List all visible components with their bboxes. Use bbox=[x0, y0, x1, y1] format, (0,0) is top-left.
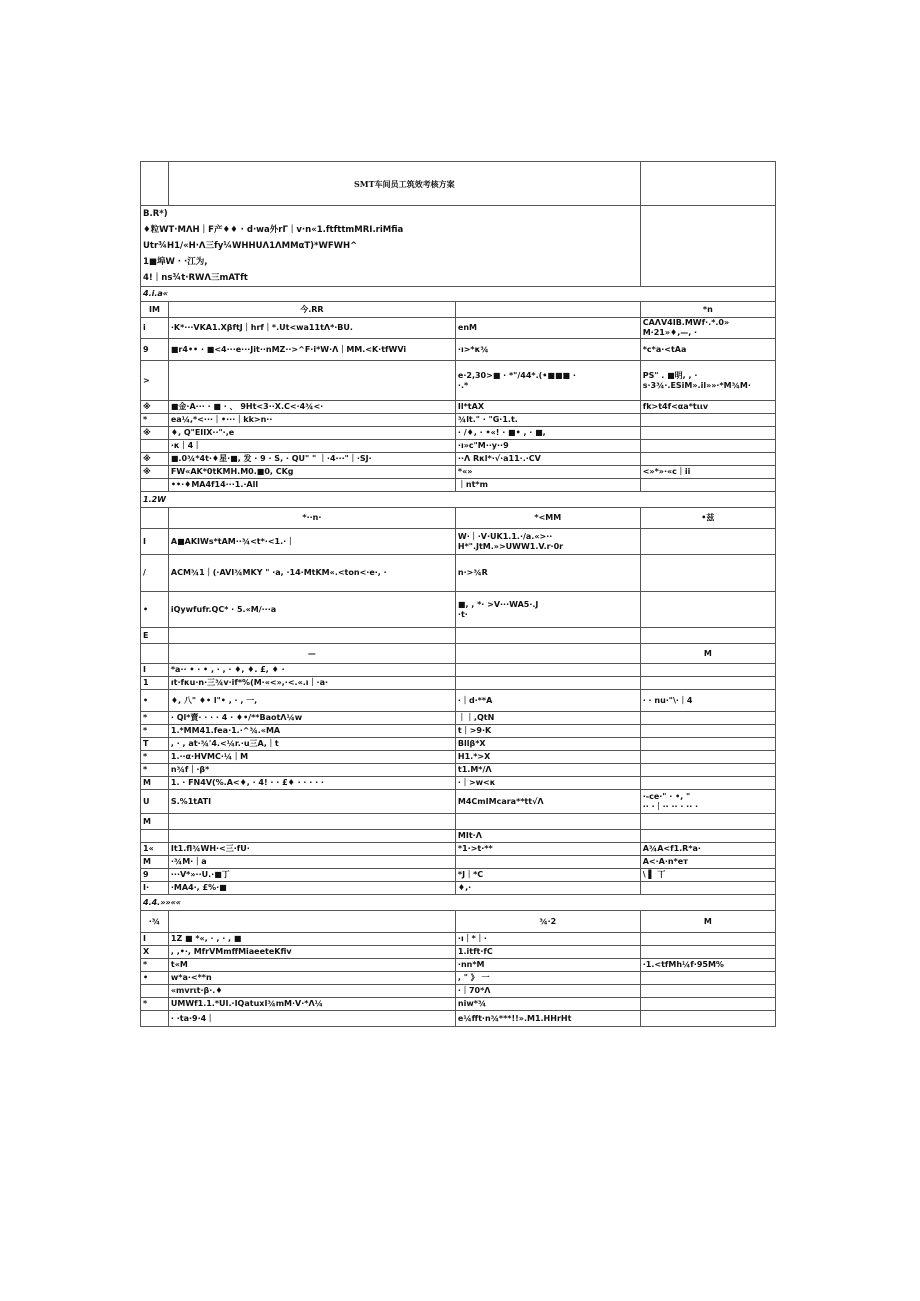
table-cell: ♦, 八" ♦• l"• , · , 一, bbox=[168, 690, 455, 712]
table-cell: Bllβ*X bbox=[455, 738, 640, 751]
table-cell bbox=[640, 1011, 775, 1027]
table-cell: • bbox=[141, 592, 169, 628]
table-cell: ·nn*M bbox=[455, 959, 640, 972]
table-cell: t«M bbox=[168, 959, 455, 972]
table-cell: M bbox=[141, 814, 169, 830]
table-cell: ■, , *· >V···WA5·.J ·t· bbox=[455, 592, 640, 628]
table-cell bbox=[640, 664, 775, 677]
table-cell bbox=[640, 933, 775, 946]
table-cell: ·¾M·｜a bbox=[168, 856, 455, 869]
table-cell: ···V*»··U.·■丁 bbox=[168, 869, 455, 882]
table-cell bbox=[640, 998, 775, 1011]
header-cell: M bbox=[640, 644, 775, 664]
table-cell bbox=[640, 725, 775, 738]
table-row bbox=[141, 751, 776, 764]
table-row bbox=[141, 998, 776, 1011]
table-cell: enM bbox=[455, 318, 640, 339]
table-cell bbox=[640, 414, 775, 427]
table-cell: PS" . ■明, , · s·3¾·.ESiM».il»»·*M¾M· bbox=[640, 361, 775, 401]
table-cell: ※ bbox=[141, 427, 169, 440]
table-cell: ·K*···VKA1.XβftJ｜hrf｜*.Ut<wa11tΛ*·BU. bbox=[168, 318, 455, 339]
table-row bbox=[141, 555, 776, 592]
evaluation-table bbox=[140, 161, 776, 1027]
table-row bbox=[141, 790, 776, 814]
header-cell: ¾·2 bbox=[455, 911, 640, 933]
table-cell bbox=[141, 985, 169, 998]
table-cell: iQywfufr.QC* · 5.«M/···a bbox=[168, 592, 455, 628]
table-cell: Il*tAX bbox=[455, 401, 640, 414]
table-row bbox=[141, 985, 776, 998]
table-cell: ※ bbox=[141, 453, 169, 466]
table-cell: 1.··α·HVMC·¼｜M bbox=[168, 751, 455, 764]
table-cell: n¾f｜·β* bbox=[168, 764, 455, 777]
table-cell: CAΛV4IB.MWf·.*.0» M·21»♦,—, · bbox=[640, 318, 775, 339]
table-row bbox=[141, 777, 776, 790]
header-cell: *n bbox=[640, 302, 775, 318]
table-cell: 9 bbox=[141, 869, 169, 882]
table-cell: * bbox=[141, 764, 169, 777]
table-row bbox=[141, 843, 776, 856]
table-cell: M bbox=[141, 777, 169, 790]
table-cell: e·2,30>■ · *"/44*.(•■■■ · ·.* bbox=[455, 361, 640, 401]
table-cell: X bbox=[141, 946, 169, 959]
table-cell: ♦,· bbox=[455, 882, 640, 895]
table-cell: ACM¾1｜(·AVI¾MKY " ·a, ·14·MtKM«.<ton<·e·, · bbox=[168, 555, 455, 592]
table-cell bbox=[455, 628, 640, 644]
table-cell bbox=[640, 529, 775, 555]
table-cell: * bbox=[141, 959, 169, 972]
table-cell: A■AKIWs*tAM··¾<t*·<1.·｜ bbox=[168, 529, 455, 555]
table-cell: ·ı>*κ¾ bbox=[455, 339, 640, 361]
header-cell: *<MM bbox=[455, 508, 640, 529]
table-cell: 1 bbox=[141, 677, 169, 690]
table-cell: * bbox=[141, 751, 169, 764]
table-cell: 1« bbox=[141, 843, 169, 856]
table-cell: • bbox=[141, 972, 169, 985]
table-cell: 1. · FN4V(%.A<♦, · 4! · · £♦ · · · · · bbox=[168, 777, 455, 790]
intro-text bbox=[141, 206, 641, 287]
table-cell: / bbox=[141, 555, 169, 592]
table-cell bbox=[640, 427, 775, 440]
table-cell: MIt·Λ bbox=[455, 830, 640, 843]
table-header-row bbox=[141, 302, 776, 318]
table-cell bbox=[640, 985, 775, 998]
table-cell: H1.*>X bbox=[455, 751, 640, 764]
table-cell bbox=[168, 814, 455, 830]
table-row bbox=[141, 440, 776, 453]
table-cell: W·｜·V·UK1.1.·/a.«>·· H*".JtM.»>UWW1.V.r·0r bbox=[455, 529, 640, 555]
header-cell bbox=[141, 508, 169, 529]
table-cell: t1.M*/Λ bbox=[455, 764, 640, 777]
table-cell: · /♦, · •«! · ■• , · ■, bbox=[455, 427, 640, 440]
table-cell: A¾A<f1.R*a· bbox=[640, 843, 775, 856]
table-header-row bbox=[141, 508, 776, 529]
table-cell bbox=[640, 882, 775, 895]
table-cell bbox=[640, 830, 775, 843]
table-row bbox=[141, 592, 776, 628]
header-cell: •兹 bbox=[640, 508, 775, 529]
table-cell: It1.fl¾WH·<三·fU· bbox=[168, 843, 455, 856]
intro-line: 4!｜ns¾t·RWΛ三mATft bbox=[143, 273, 248, 283]
table-row bbox=[141, 814, 776, 830]
table-cell: ••·♦MA4f14···1.·All bbox=[168, 479, 455, 492]
table-cell bbox=[168, 628, 455, 644]
table-cell: 1.itft·fC bbox=[455, 946, 640, 959]
table-row bbox=[141, 690, 776, 712]
header-cell bbox=[455, 644, 640, 664]
section-heading-row bbox=[141, 287, 776, 302]
table-cell: n·>¾R bbox=[455, 555, 640, 592]
section-heading: 4.4.»»«« bbox=[141, 895, 776, 911]
table-cell: 1.*MM41.fea·1.·^¾.«MA bbox=[168, 725, 455, 738]
table-cell: , · , at·¾'4.<¼r.·u三A,｜t bbox=[168, 738, 455, 751]
table-cell: \ ▌ 丅 bbox=[640, 869, 775, 882]
header-cell: ·¾ bbox=[141, 911, 169, 933]
table-row bbox=[141, 725, 776, 738]
intro-line: Utr¾H1/«H·Λ三fy¼WHHUΛ1ΛMMαT)*WFWH^ bbox=[143, 241, 358, 251]
table-cell: ·-ce·" · •, " ·· ·｜·· ·· · ·· · bbox=[640, 790, 775, 814]
table-cell: • bbox=[141, 690, 169, 712]
table-cell: ·｜>w<κ bbox=[455, 777, 640, 790]
intro-right-cell bbox=[640, 206, 775, 287]
table-cell bbox=[640, 592, 775, 628]
table-row bbox=[141, 339, 776, 361]
table-cell: «mvrιt·β·.♦ bbox=[168, 985, 455, 998]
page-title: SMT车间员工筑效考核方案 bbox=[168, 162, 640, 206]
table-row bbox=[141, 959, 776, 972]
table-row bbox=[141, 529, 776, 555]
table-cell bbox=[141, 1011, 169, 1027]
table-row bbox=[141, 869, 776, 882]
table-cell: *«» bbox=[455, 466, 640, 479]
title-row bbox=[141, 162, 776, 206]
table-row bbox=[141, 318, 776, 339]
header-cell: *··n· bbox=[168, 508, 455, 529]
table-cell: fk>t4f<αa*tιιv bbox=[640, 401, 775, 414]
table-cell: E bbox=[141, 628, 169, 644]
table-cell: niw*¾ bbox=[455, 998, 640, 1011]
table-cell: ·ı»c"M··y··9 bbox=[455, 440, 640, 453]
table-cell: ｜nt*m bbox=[455, 479, 640, 492]
table-cell: *J｜*C bbox=[455, 869, 640, 882]
table-cell bbox=[141, 830, 169, 843]
table-cell: ■金·A··· · ■ · 、 9Ht<3··X.C<·4¾<· bbox=[168, 401, 455, 414]
table-row bbox=[141, 830, 776, 843]
section-heading: 4.i.a« bbox=[141, 287, 776, 302]
table-row bbox=[141, 677, 776, 690]
table-row bbox=[141, 882, 776, 895]
table-cell: I· bbox=[141, 882, 169, 895]
table-cell: ♦, Q"EIIX··"·,e bbox=[168, 427, 455, 440]
header-cell: — bbox=[168, 644, 455, 664]
table-cell: ·｜70*Λ bbox=[455, 985, 640, 998]
section-heading-row bbox=[141, 492, 776, 508]
table-cell bbox=[640, 712, 775, 725]
table-cell bbox=[640, 814, 775, 830]
table-cell: ｜｜,QtN bbox=[455, 712, 640, 725]
header-cell bbox=[455, 302, 640, 318]
table-cell: *a·· • · • , · , · ♦, ♦. £, ♦ · bbox=[168, 664, 455, 677]
table-row bbox=[141, 856, 776, 869]
table-cell bbox=[640, 479, 775, 492]
table-cell: I bbox=[141, 529, 169, 555]
table-cell: <»*»·«c｜ii bbox=[640, 466, 775, 479]
section-heading-row bbox=[141, 895, 776, 911]
table-row bbox=[141, 972, 776, 985]
table-cell: UMWf1.1.*UI.·IQatuxI¾mM·V·*Λ¼ bbox=[168, 998, 455, 1011]
table-cell bbox=[455, 814, 640, 830]
table-cell: 1Z ■ *«, · , · , ■ bbox=[168, 933, 455, 946]
table-cell: I bbox=[141, 664, 169, 677]
table-cell bbox=[168, 830, 455, 843]
table-cell: e¼fft·n¾***!!».M1.HHrHt bbox=[455, 1011, 640, 1027]
table-cell: · Ql*賣· · · · 4 · ♦•/**BaotΛ¼w bbox=[168, 712, 455, 725]
table-row bbox=[141, 933, 776, 946]
table-row bbox=[141, 479, 776, 492]
intro-line: ♦粒WT·MΛH｜F产♦♦ · d·wa外rГ｜v·n«1.ftfttmMRI.riMfia bbox=[143, 225, 404, 235]
table-cell bbox=[640, 628, 775, 644]
table-cell bbox=[141, 440, 169, 453]
header-cell: IM bbox=[141, 302, 169, 318]
table-cell: ·ı｜*｜· bbox=[455, 933, 640, 946]
table-cell bbox=[455, 856, 640, 869]
table-row bbox=[141, 712, 776, 725]
document bbox=[140, 161, 776, 1027]
section-heading: 1.2W bbox=[141, 492, 776, 508]
table-cell: *1·>t·** bbox=[455, 843, 640, 856]
table-cell bbox=[640, 453, 775, 466]
table-cell bbox=[640, 751, 775, 764]
table-row bbox=[141, 1011, 776, 1027]
table-cell bbox=[640, 555, 775, 592]
table-row bbox=[141, 401, 776, 414]
table-row bbox=[141, 664, 776, 677]
title-left-cell bbox=[141, 162, 169, 206]
table-row bbox=[141, 764, 776, 777]
table-cell bbox=[640, 440, 775, 453]
table-row bbox=[141, 427, 776, 440]
table-cell: ·｜d·**A bbox=[455, 690, 640, 712]
table-cell: *c*a·<tAa bbox=[640, 339, 775, 361]
table-cell: ·1.<tfMh¼f·95M% bbox=[640, 959, 775, 972]
intro-line: 1■埠W · ·江为, bbox=[143, 257, 208, 267]
table-cell: i bbox=[141, 318, 169, 339]
table-cell bbox=[168, 361, 455, 401]
header-cell: 今.RR bbox=[168, 302, 455, 318]
table-cell: · · nu·"\·｜4 bbox=[640, 690, 775, 712]
header-cell bbox=[168, 911, 455, 933]
table-cell bbox=[640, 777, 775, 790]
header-cell: M bbox=[640, 911, 775, 933]
table-cell: ※ bbox=[141, 401, 169, 414]
table-row bbox=[141, 453, 776, 466]
table-row bbox=[141, 738, 776, 751]
table-cell: 9 bbox=[141, 339, 169, 361]
table-cell: T bbox=[141, 738, 169, 751]
table-row bbox=[141, 466, 776, 479]
table-row bbox=[141, 628, 776, 644]
table-cell: w*a·<**n bbox=[168, 972, 455, 985]
table-cell bbox=[640, 946, 775, 959]
table-cell: A<·A·n*eт bbox=[640, 856, 775, 869]
table-cell: FW«AK*0tKMH.M0.■0, CKg bbox=[168, 466, 455, 479]
table-cell: , " 》 一 bbox=[455, 972, 640, 985]
table-cell: ※ bbox=[141, 466, 169, 479]
table-cell: ·κ｜4｜ bbox=[168, 440, 455, 453]
table-cell: I bbox=[141, 933, 169, 946]
table-cell: ··Λ Rκl*·√·a11·.·CV bbox=[455, 453, 640, 466]
table-cell: , ,•·, MfrVMmffMiaeeteKfiv bbox=[168, 946, 455, 959]
table-cell: ıt·fκu·n·三¾v·if*%(M·«<»,·<.«.ı｜·a· bbox=[168, 677, 455, 690]
table-cell: * bbox=[141, 414, 169, 427]
table-row bbox=[141, 946, 776, 959]
intro-line: B.R*) bbox=[143, 209, 168, 219]
table-cell: ¾lt." · "G·1.t. bbox=[455, 414, 640, 427]
table-cell: ·MA4·, £%·■ bbox=[168, 882, 455, 895]
table-cell: * bbox=[141, 998, 169, 1011]
table-cell: M4CmIMcara**tt√Λ bbox=[455, 790, 640, 814]
intro-row bbox=[141, 206, 776, 287]
header-cell bbox=[141, 644, 169, 664]
table-cell: U bbox=[141, 790, 169, 814]
table-cell bbox=[640, 764, 775, 777]
table-cell: ■.0¾*4t·♦星·■, 发 · 9 · S, · QU" " ｜·4···"｜·SJ· bbox=[168, 453, 455, 466]
table-cell: · ·ta·9·4｜ bbox=[168, 1011, 455, 1027]
table-cell: ■r4•• · ■<4···e···Jit··nMZ··>^F·i*W·Λ｜MM.<K·tfWVi bbox=[168, 339, 455, 361]
table-cell: t｜>9·K bbox=[455, 725, 640, 738]
table-cell bbox=[455, 677, 640, 690]
table-cell: S.%1tATI bbox=[168, 790, 455, 814]
table-cell bbox=[640, 677, 775, 690]
table-cell: ea¼,*<···｜•···｜kk>n·· bbox=[168, 414, 455, 427]
table-cell: > bbox=[141, 361, 169, 401]
table-header-row bbox=[141, 911, 776, 933]
table-row bbox=[141, 361, 776, 401]
table-cell bbox=[455, 664, 640, 677]
table-cell bbox=[640, 972, 775, 985]
table-header-row bbox=[141, 644, 776, 664]
table-cell bbox=[141, 479, 169, 492]
table-cell: * bbox=[141, 712, 169, 725]
table-row bbox=[141, 414, 776, 427]
title-right-cell bbox=[640, 162, 775, 206]
table-cell: * bbox=[141, 725, 169, 738]
table-cell: M bbox=[141, 856, 169, 869]
table-cell bbox=[640, 738, 775, 751]
